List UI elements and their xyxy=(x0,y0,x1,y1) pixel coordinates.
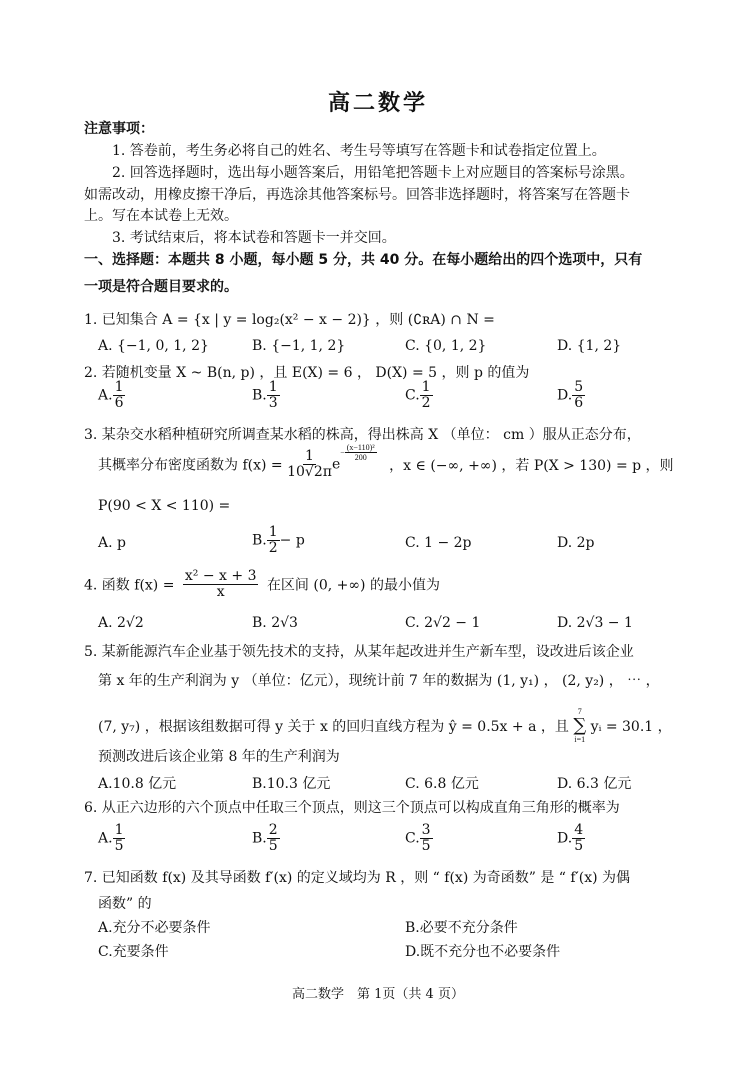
q2-option-d-letter: D. xyxy=(557,387,573,404)
q5-line4: 预测改进后该企业第 8 年的生产利润为 xyxy=(98,749,340,765)
q3-option-b-num: 1 xyxy=(268,524,278,540)
q5-line3a: (7, y₇) ，根据该组数据可得 y 关于 x 的回归直线方程为 ŷ = 0.5x + a ，且 xyxy=(98,719,569,735)
page-footer: 高二数学 第 1页（共 4 页） xyxy=(292,987,464,1002)
notes-label: 注意事项： xyxy=(84,121,154,137)
q6-option-c-den: 5 xyxy=(421,838,431,854)
q2-option-b-num: 1 xyxy=(268,379,278,395)
q5-sum-bottom: i=1 xyxy=(574,735,586,744)
q6-option-a-den: 5 xyxy=(114,838,124,854)
q7-option-d: D.既不充分也不必要条件 xyxy=(405,944,561,960)
q6-option-d-num: 4 xyxy=(574,822,584,838)
q7-line2: 函数” 的 xyxy=(98,896,152,912)
q3-exp-num: (x−110)² xyxy=(346,443,375,452)
q4-option-d: D. 2√3 − 1 xyxy=(557,615,633,631)
q7-option-c: C.充要条件 xyxy=(98,944,169,960)
q4-stem-a: 4. 函数 f(x) = xyxy=(84,577,175,594)
q2-option-c-den: 2 xyxy=(421,395,431,411)
q3-density-den: 10√2π xyxy=(287,464,332,480)
page-title: 高二数学 xyxy=(327,91,428,116)
q1-option-d: D. {1, 2} xyxy=(557,338,622,354)
q3-option-b-den: 2 xyxy=(268,540,278,556)
q3-option-d: D. 2p xyxy=(557,535,595,551)
q2-option-a-letter: A. xyxy=(98,387,113,404)
q1-option-c: C. {0, 1, 2} xyxy=(405,338,487,354)
q5-line3b: yᵢ = 30.1 ， xyxy=(590,719,672,735)
q6-option-c xyxy=(405,823,433,854)
q1-option-a: A. {−1, 0, 1, 2} xyxy=(98,338,209,354)
q2-option-b-letter: B. xyxy=(252,387,267,404)
q4-option-a: A. 2√2 xyxy=(98,615,144,631)
q2-option-a-den: 6 xyxy=(114,395,124,411)
q6-option-a-frac xyxy=(113,823,126,854)
q6-option-d-den: 5 xyxy=(574,838,584,854)
q6-option-b-frac xyxy=(267,823,280,854)
q7-line1: 7. 已知函数 f(x) 及其导函数 f′(x) 的定义域均为 R ，则 “ f(x) 为奇函数” 是 “ f′(x) 为偶 xyxy=(84,870,631,886)
q6-option-d xyxy=(557,823,585,854)
q2-option-c-num: 1 xyxy=(421,379,431,395)
q3-exp-den: 200 xyxy=(354,453,367,462)
q2-option-d-frac xyxy=(572,380,585,411)
q2-option-c xyxy=(405,380,433,411)
q7-option-b: B.必要不充分条件 xyxy=(405,920,518,936)
q1-stem: 1. 已知集合 A = {x | y = log₂(x² − x − 2)} ，则 (∁ʀA) ∩ N = xyxy=(84,312,495,328)
q3-option-b xyxy=(252,525,305,556)
q5-line2: 第 x 年的生产利润为 y （单位：亿元），现统计前 7 年的数据为 (1, y₁) ， (2, y₂) ， ⋯ ， xyxy=(98,673,660,689)
note-1: 1. 答卷前，考生务必将自己的姓名、考生号等填写在答题卡和试卷指定位置上。 xyxy=(112,143,606,159)
q2-option-a xyxy=(98,380,125,411)
q2-option-d xyxy=(557,380,585,411)
q7-option-a: A.充分不必要条件 xyxy=(98,920,211,936)
q5-sum-top: 7 xyxy=(577,707,582,716)
q4-stem xyxy=(84,569,440,600)
q3-option-b-letter: B. xyxy=(252,532,267,549)
q3-option-c: C. 1 − 2p xyxy=(405,535,472,551)
q2-option-b-den: 3 xyxy=(268,395,278,411)
q3-exp-base: e xyxy=(331,456,341,473)
q3-density-num: 1 xyxy=(305,448,314,464)
q6-option-b-den: 5 xyxy=(268,838,278,854)
q6-option-d-frac xyxy=(572,823,585,854)
q6-option-a-letter: A. xyxy=(98,830,113,847)
q6-option-a-num: 1 xyxy=(114,822,124,838)
q3-line1: 3. 某杂交水稻种植研究所调查某水稻的株高，得出株高 X （单位： cm ）服从正态分布， xyxy=(84,427,641,443)
q4-stem-b: 在区间 (0, +∞) 的最小值为 xyxy=(266,577,440,594)
q2-option-a-num: 1 xyxy=(114,379,124,395)
q6-option-a xyxy=(98,823,125,854)
q6-stem: 6. 从正六边形的六个顶点中任取三个顶点，则这三个顶点可以构成直角三角形的概率为 xyxy=(84,800,620,816)
q5-option-a: A.10.8 亿元 xyxy=(98,776,177,792)
q1-option-b: B. {−1, 1, 2} xyxy=(252,338,346,354)
section-heading: 一、选择题：本题共 8 小题，每小题 5 分，共 40 分。在每小题给出的四个选项中，只有 xyxy=(84,252,643,268)
q4-frac-num: x² − x + 3 xyxy=(184,568,257,584)
q5-option-d: D. 6.3 亿元 xyxy=(557,776,632,792)
q2-option-b xyxy=(252,380,280,411)
q2-option-c-letter: C. xyxy=(405,387,420,404)
q3-exp-minus: − xyxy=(340,448,345,457)
q4-frac-den: x xyxy=(216,584,225,600)
q5-sum xyxy=(573,707,586,745)
q6-option-d-letter: D. xyxy=(557,830,573,847)
q2-option-c-frac xyxy=(420,380,433,411)
q3-option-a: A. p xyxy=(98,535,126,551)
q5-line1: 5. 某新能源汽车企业基于领先技术的支持，从某年起改进并生产新车型，设改进后该企业 xyxy=(84,644,634,660)
q5-line3 xyxy=(98,707,672,745)
section-heading-cont: 一项是符合题目要求的。 xyxy=(84,279,238,295)
q2-option-a-frac xyxy=(113,380,126,411)
q5-option-b: B.10.3 亿元 xyxy=(252,776,331,792)
q3-exponent xyxy=(340,443,376,463)
q6-option-b-num: 2 xyxy=(268,822,278,838)
q3-condition: ，x ∈ (−∞, +∞) ，若 P(X > 130) = p ，则 xyxy=(389,457,674,474)
q4-option-b: B. 2√3 xyxy=(252,615,298,631)
q4-frac xyxy=(183,569,259,600)
q5-sum-symbol: ∑ xyxy=(573,715,587,736)
q4-option-c: C. 2√2 − 1 xyxy=(405,615,481,631)
q6-option-c-letter: C. xyxy=(405,830,420,847)
q2-option-b-frac xyxy=(267,380,280,411)
q3-option-b-tail: − p xyxy=(279,532,305,549)
q3-density-label: 其概率分布密度函数为 f(x) = xyxy=(98,457,283,474)
note-2-end: 上。写在本试卷上无效。 xyxy=(84,208,238,224)
q2-stem: 2. 若随机变量 X ~ B(n, p) ，且 E(X) = 6 ， D(X) = 5 ，则 p 的值为 xyxy=(84,365,530,381)
q3-density-frac xyxy=(287,449,332,480)
q3-option-b-frac xyxy=(267,525,280,556)
q6-option-b-letter: B. xyxy=(252,830,267,847)
note-2-cont: 如需改动，用橡皮擦干净后，再选涂其他答案标号。回答非选择题时，将答案写在答题卡 xyxy=(84,187,630,203)
q3-exp-frac xyxy=(345,443,377,462)
q2-option-d-num: 5 xyxy=(574,379,584,395)
q3-line2 xyxy=(98,443,674,480)
q6-option-b xyxy=(252,823,280,854)
q6-option-c-frac xyxy=(420,823,433,854)
q2-option-d-den: 6 xyxy=(574,395,584,411)
q5-option-c: C. 6.8 亿元 xyxy=(405,776,479,792)
q3-line3: P(90 < X < 110) = xyxy=(98,498,231,514)
q6-option-c-num: 3 xyxy=(421,822,431,838)
note-2: 2. 回答选择题时，选出每小题答案后，用铅笔把答题卡上对应题目的答案标号涂黑。 xyxy=(112,165,634,181)
note-3: 3. 考试结束后，将本试卷和答题卡一并交回。 xyxy=(112,230,396,246)
